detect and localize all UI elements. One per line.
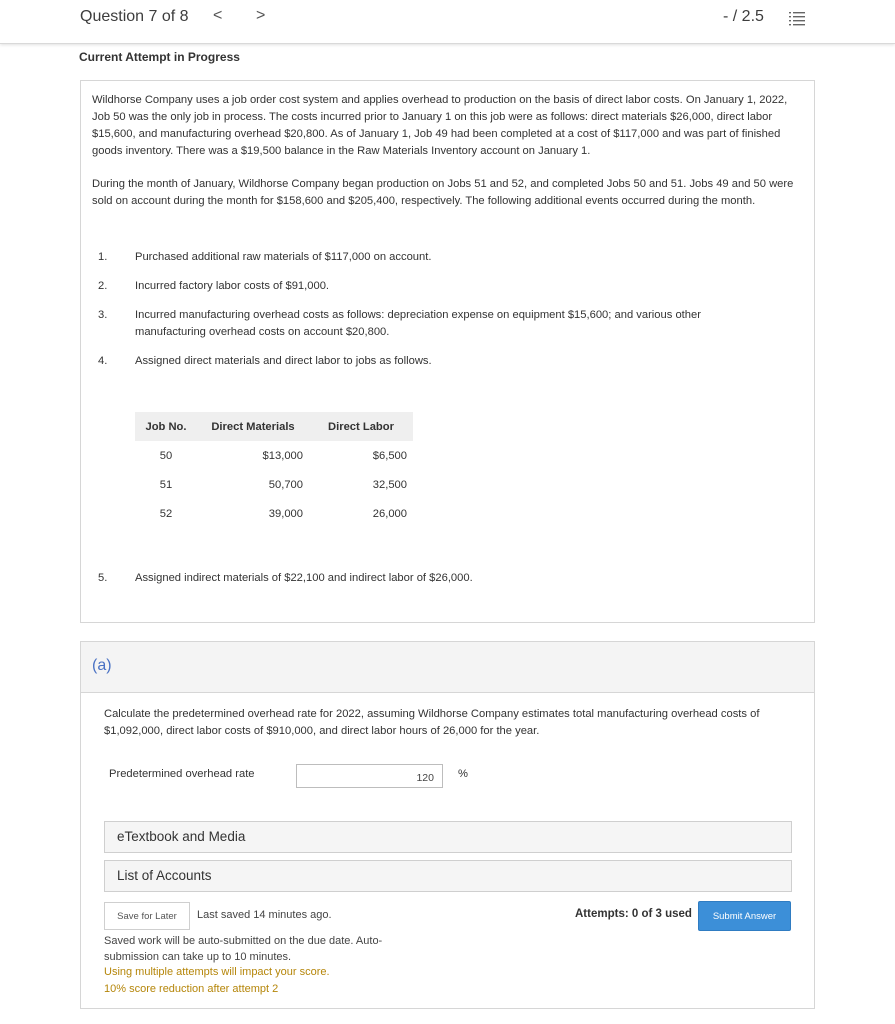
overhead-rate-input[interactable]: [296, 764, 443, 788]
score-reduction-note: 10% score reduction after attempt 2: [104, 983, 279, 995]
submit-answer-button[interactable]: Submit Answer: [698, 901, 791, 931]
attempt-status: Current Attempt in Progress: [79, 50, 240, 64]
table-row: [135, 470, 413, 499]
list-item-text: Assigned indirect materials of $22,100 and indirect labor of $26,000.: [135, 572, 473, 584]
list-item-text: Purchased additional raw materials of $117,000 on account.: [135, 251, 432, 263]
next-question-button[interactable]: >: [256, 7, 266, 24]
direct-materials-cell: $13,000: [262, 449, 303, 462]
part-a-question: Calculate the predetermined overhead rate for 2022, assuming Wildhorse Company estimates total manufacturing overhead costs of $1,092,000, direct labor costs of $910,000, and direct labor hours of 26,000 for the year.: [104, 708, 760, 737]
save-for-later-button[interactable]: Save for Later: [104, 902, 190, 930]
table-row: [135, 499, 413, 528]
list-item-number: 5.: [98, 572, 108, 584]
question-title: Question 7 of 8: [80, 8, 189, 25]
previous-question-button[interactable]: <: [213, 7, 223, 24]
list-item-number: 1.: [98, 251, 108, 263]
etextbook-media-toggle[interactable]: eTextbook and Media: [104, 821, 792, 853]
list-item-text: Incurred manufacturing overhead costs as follows: depreciation expense on equipment $15,600; and various other manufacturing overhead costs on account $20,800.: [135, 309, 701, 338]
problem-statement: [80, 80, 815, 623]
direct-labor-cell: 32,500: [372, 478, 407, 491]
job-no-cell: 51: [159, 478, 173, 491]
part-a-panel: [80, 641, 815, 1009]
header-direct-materials: Direct Materials: [197, 412, 309, 441]
auto-submit-note: Saved work will be auto-submitted on the due date. Auto-submission can take up to 10 minutes.: [104, 935, 383, 963]
score-display: - / 2.5: [723, 8, 764, 25]
part-label: (a): [92, 657, 112, 674]
list-item-text: Incurred factory labor costs of $91,000.: [135, 280, 330, 292]
list-item-text: Assigned direct materials and direct labor to jobs as follows.: [135, 355, 432, 367]
job-cost-table: [135, 412, 413, 528]
header-direct-labor: Direct Labor: [309, 412, 413, 441]
header-job-no: Job No.: [135, 412, 197, 441]
direct-materials-cell: 50,700: [268, 478, 303, 491]
direct-labor-cell: $6,500: [372, 449, 407, 462]
overhead-rate-label: Predetermined overhead rate: [109, 768, 255, 780]
list-of-accounts-toggle[interactable]: List of Accounts: [104, 860, 792, 892]
last-saved-status: Last saved 14 minutes ago.: [197, 909, 332, 921]
part-a-header: [81, 642, 814, 693]
question-list-icon[interactable]: [789, 10, 805, 26]
top-bar: [0, 0, 895, 44]
percent-unit: %: [458, 768, 468, 780]
attempts-counter: Attempts: 0 of 3 used: [575, 908, 692, 920]
problem-paragraph-2: During the month of January, Wildhorse Company began production on Jobs 51 and 52, and completed Jobs 50 and 51. Jobs 49 and 50 were sold on account during the month for $158,600 and $205,400, respectively. The following additional events occurred during the month.: [92, 178, 794, 207]
list-item-number: 2.: [98, 280, 108, 292]
list-item-number: 3.: [98, 309, 108, 321]
attempts-warning: Using multiple attempts will impact your score.: [104, 966, 330, 978]
job-no-cell: 52: [159, 507, 173, 520]
direct-labor-cell: 26,000: [372, 507, 407, 520]
job-no-cell: 50: [159, 449, 173, 462]
problem-paragraph-1: Wildhorse Company uses a job order cost system and applies overhead to production on the basis of direct labor costs. On January 1, 2022, Job 50 was the only job in process. The costs incurred prior to January 1 on this job were as follows: direct materials $26,000, direct labor $15,600, and manufacturing overhead $20,800. As of January 1, Job 49 had been completed at a cost of $117,000 and was part of finished goods inventory. There was a $19,500 balance in the Raw Materials Inventory account on January 1.: [92, 94, 788, 157]
list-item-number: 4.: [98, 355, 108, 367]
table-header-row: [135, 412, 413, 441]
table-row: [135, 441, 413, 470]
direct-materials-cell: 39,000: [268, 507, 303, 520]
